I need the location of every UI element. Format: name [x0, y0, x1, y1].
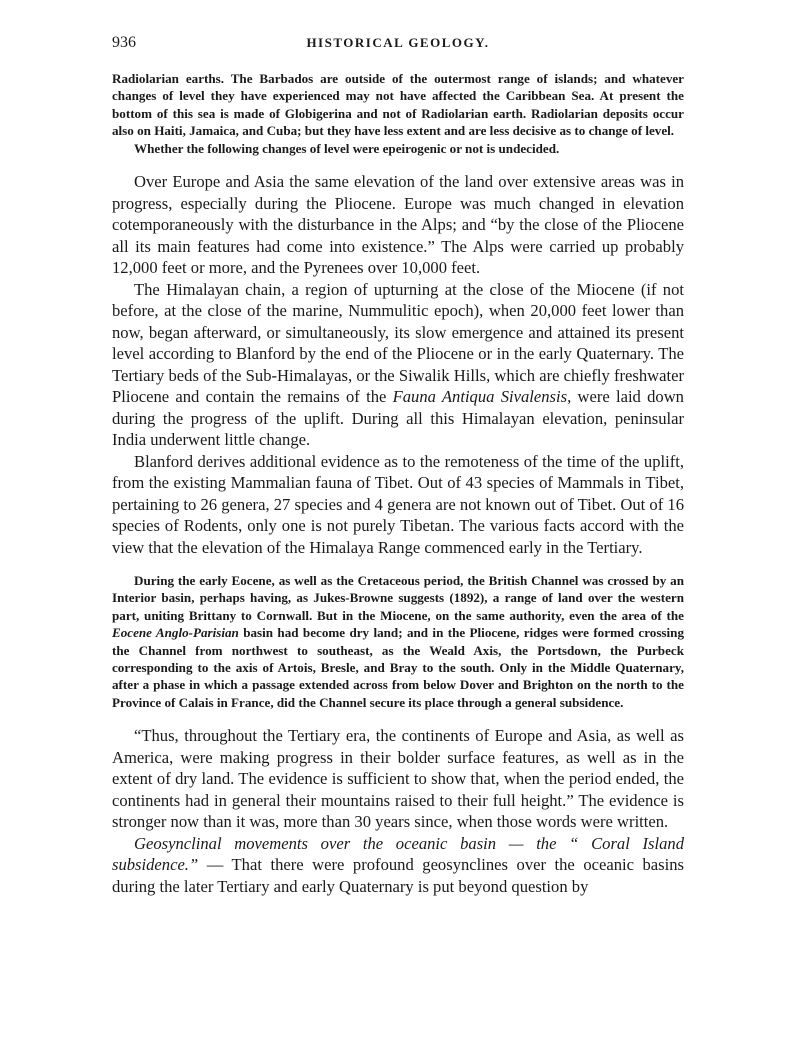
paragraph-text: — That there were profound geosynclines over the oceanic basins during the later Tertiary and early Quaternary is put beyond question by [112, 855, 684, 896]
paragraph-text: The Himalayan chain, a region of upturning at the close of the Miocene (if not before, at the close of the marine, Nummulitic epoch), when 20,000 feet lower than now, began afterward, or simultaneously, its slow emergence and attained its present level according to Blanford by the end of the Pliocene or in the early Quaternary. The Tertiary beds of the Sub-Himalayas, or the Siwalik Hills, which are chiefly freshwater Pliocene and contain the remains of the [112, 279, 684, 407]
body-paragraph [112, 833, 684, 898]
italic-text: Eocene Anglo-Parisian [112, 625, 239, 641]
body-paragraph: Blanford derives additional evidence as to the remoteness of the time of the uplift, from the existing Mammalian fauna of Tibet. Out of 43 species of Mammals in Tibet, pertaining to 26 genera, 27 species and 4 genera are not known out of Tibet. Out of 16 species of Rodents, only one is not purely Tibetan. The various facts accord with the view that the elevation of the Himalaya Range commenced early in the Tertiary. [112, 451, 684, 557]
book-page [112, 34, 684, 897]
paragraph-text: basin had become dry land; and in the Pliocene, ridges were formed crossing the Channel from northwest to southeast, as the Weald Axis, the Portsdown, the Purbeck corresponding to the axis of Artois, Bresle, and Bray to the south. Only in the Middle Quaternary, after a phase in which a passage extended across from below Dover and Brighton on the north to the Province of Calais in France, did the Channel secure its place through a general subsidence. [112, 625, 684, 710]
running-head [112, 34, 684, 60]
running-title: HISTORICAL GEOLOGY. [306, 35, 490, 50]
page-number: 936 [112, 34, 136, 51]
body-paragraph: Over Europe and Asia the same elevation of the land over extensive areas was in progress, especially during the Pliocene. Europe was much changed in elevation cotemporaneously with the disturbance in the Alps; and “by the close of the Pliocene all its main features had come into existence.” The Alps were carried up probably 12,000 feet or more, and the Pyrenees over 10,000 feet. [112, 172, 684, 278]
footnote-paragraph [112, 572, 684, 711]
italic-text: Fauna Antiqua Sivalensis, [392, 387, 572, 407]
paragraph-text: During the early Eocene, as well as the Cretaceous period, the British Channel was crossed by an Interior basin, perhaps having, as Jukes-Browne suggests (1892), a range of land over the western part, uniting Brittany to Cornwall. But in the Miocene, on the same authority, even the area of the [112, 573, 684, 623]
footnote-paragraph: Radiolarian earths. The Barbados are outside of the outermost range of islands; and whatever changes of level they have experienced may not have affected the Caribbean Sea. At present the bottom of this sea is made of Globigerina and not of Radiolarian earth. Radiolarian deposits occur also on Haiti, Jamaica, and Cuba; but they have less extent and are less decisive as to change of level. [112, 71, 684, 139]
body-paragraph [112, 279, 684, 451]
paragraph-text: were laid down during the progress of the uplift. During all this Himalayan elevation, peninsular India underwent little change. [112, 387, 684, 450]
body-paragraph: “Thus, throughout the Tertiary era, the continents of Europe and Asia, as well as America, were making progress in their bolder surface features, as well as in the extent of dry land. The evidence is sufficient to show that, when the period ended, the continents had in general their mountains raised to their full height.” The evidence is stronger now than it was, more than 30 years since, when those words were written. [112, 726, 684, 832]
footnote-paragraph: Whether the following changes of level were epeirogenic or not is undecided. [134, 140, 560, 156]
italic-text: Geosynclinal movements over the oceanic basin — the “ Coral Island subsidence.” [112, 833, 684, 875]
